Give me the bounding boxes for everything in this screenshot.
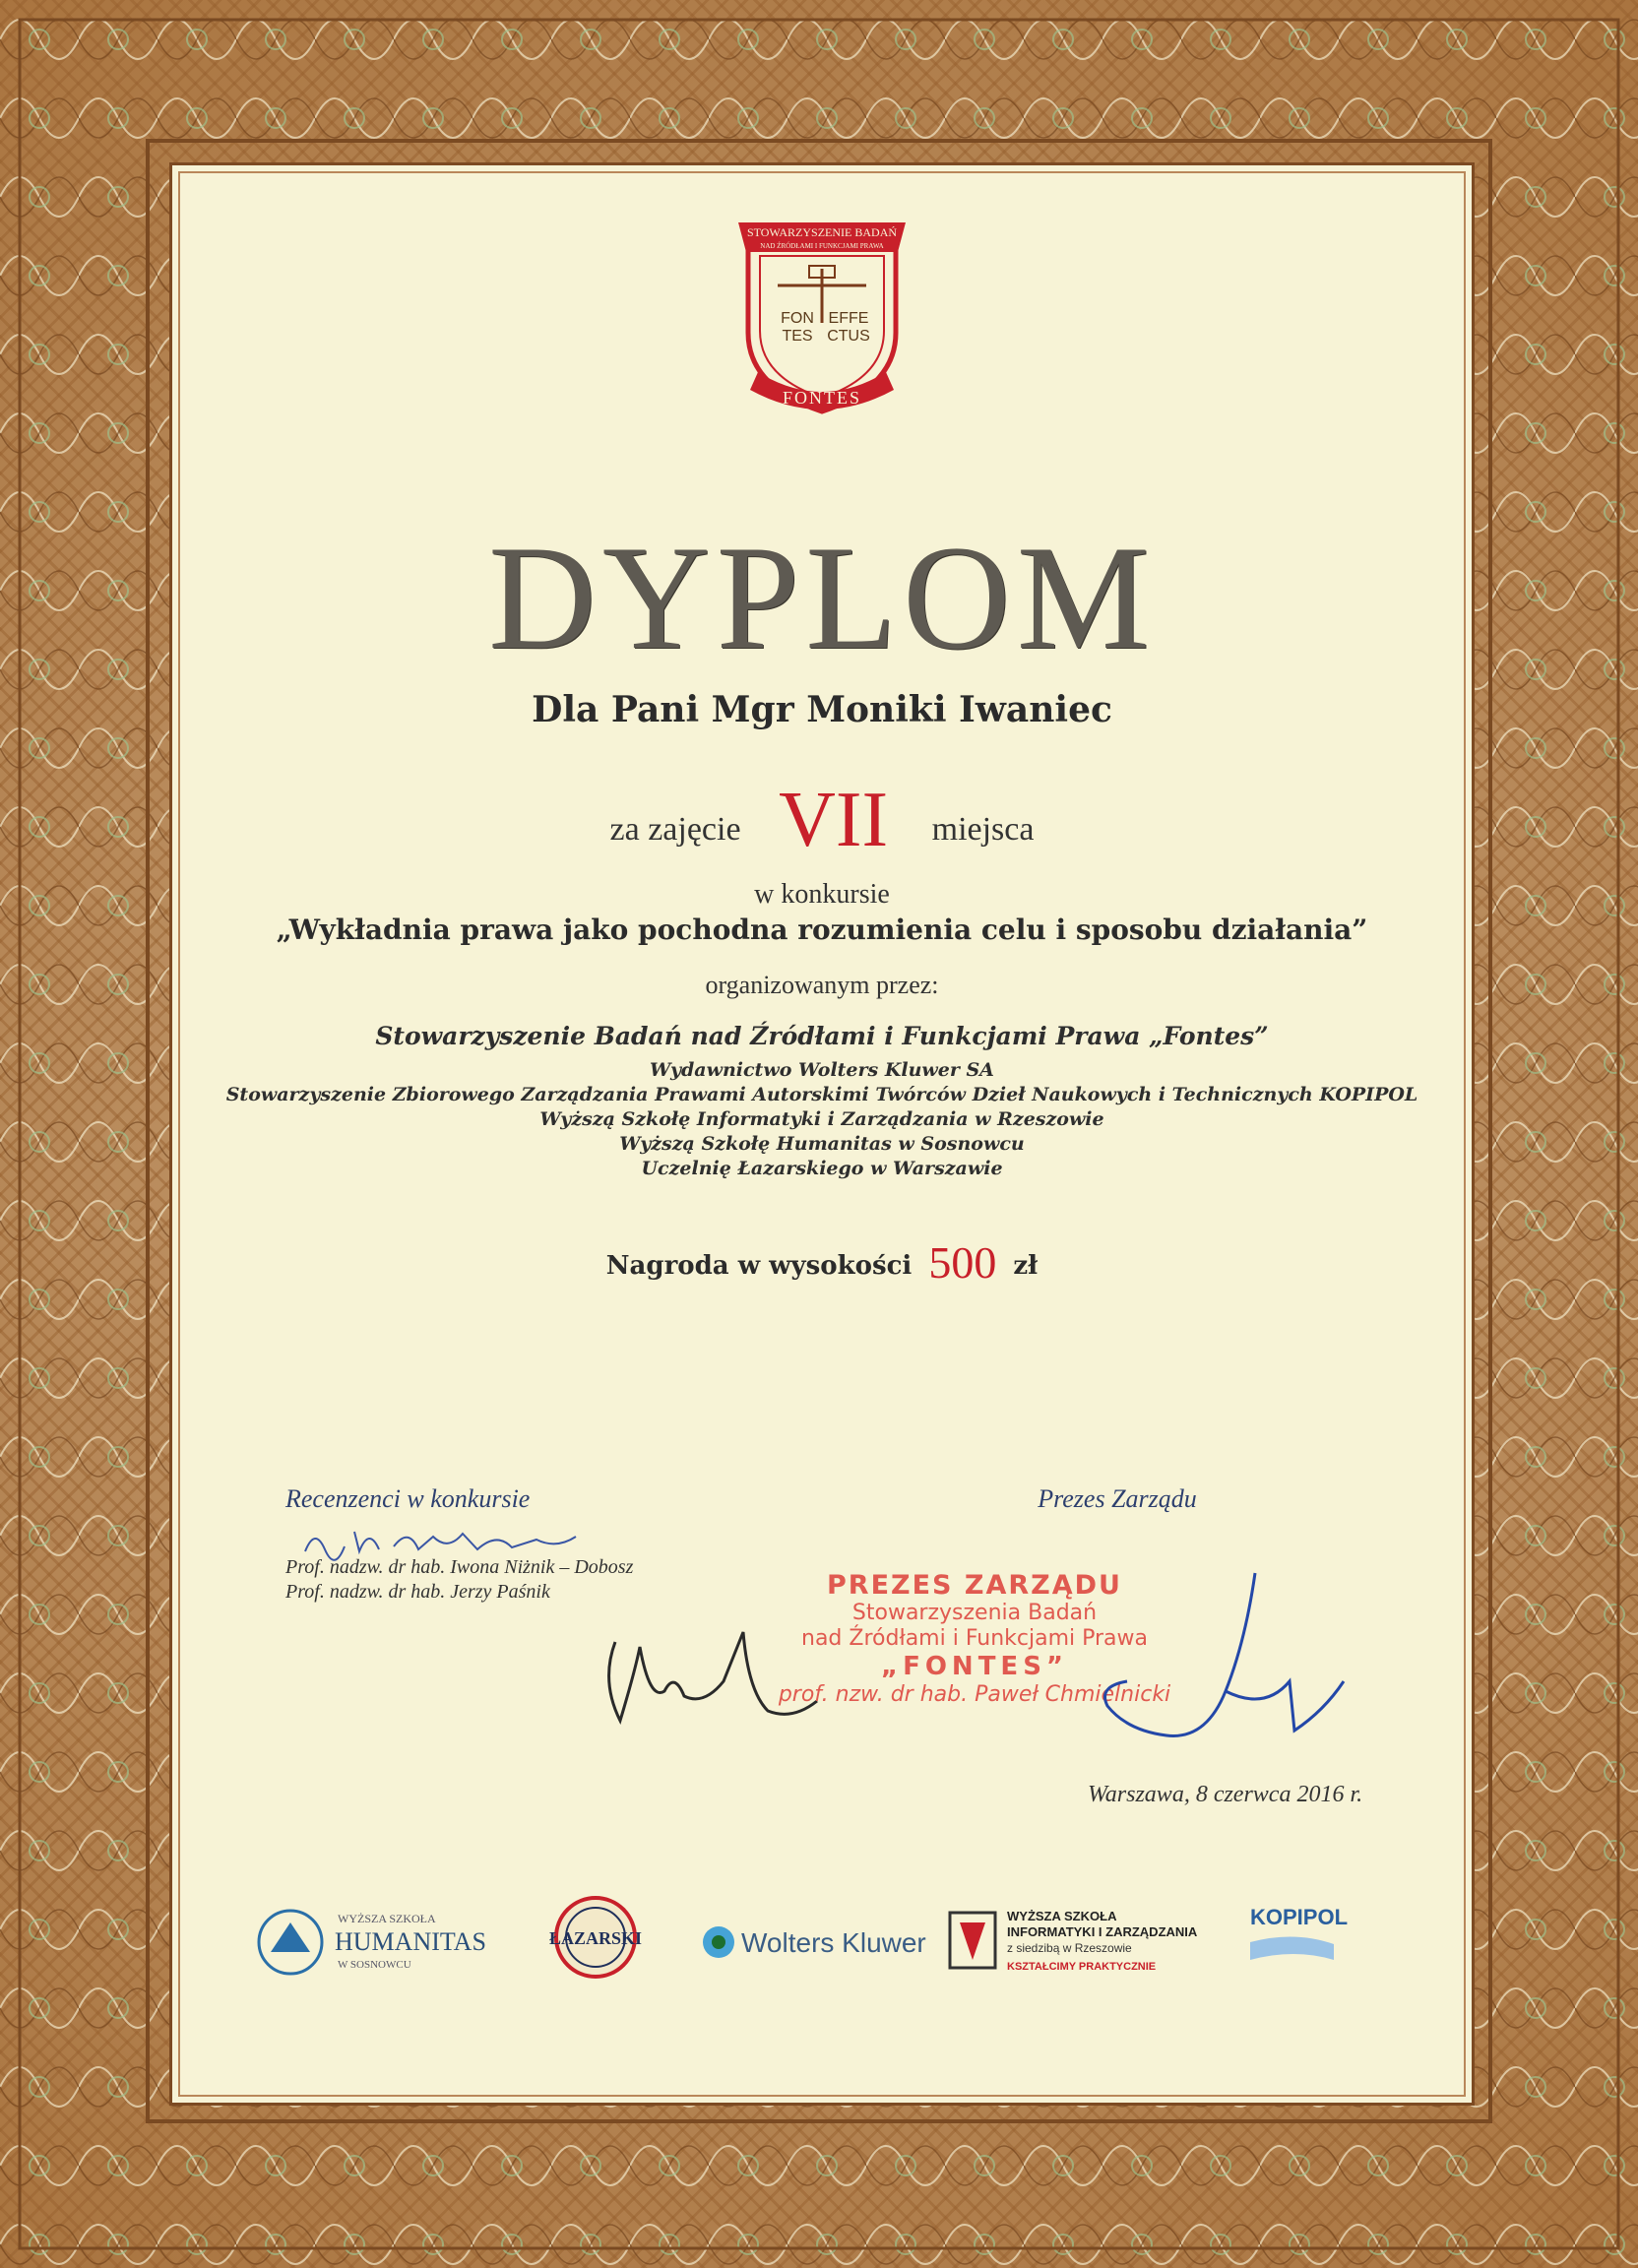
place-line bbox=[172, 776, 1472, 865]
seal-motto-left-1: FON bbox=[781, 310, 814, 327]
seal-motto-right-2: CTUS bbox=[827, 328, 870, 345]
wsiz-text-2: INFORMATYKI I ZARZĄDZANIA bbox=[1007, 1924, 1198, 1939]
president-signature bbox=[1019, 1563, 1432, 1760]
reviewer-name: Prof. nadzw. dr hab. Jerzy Paśnik bbox=[285, 1581, 550, 1603]
reviewer-name: Prof. nadzw. dr hab. Iwona Niżnik – Dobosz bbox=[285, 1556, 634, 1578]
humanitas-city-text: W SOSNOWCU bbox=[338, 1959, 411, 1971]
wsiz-text-4: KSZTAŁCIMY PRAKTYCZNIE bbox=[1007, 1961, 1157, 1973]
stamp-line: nad Źródłami i Funkcjami Prawa bbox=[801, 1626, 1148, 1651]
organizer-item: Stowarzyszenie Zbiorowego Zarządzania Prawami Autorskimi Twórców Dzieł Naukowych i Technicznych KOPIPOL bbox=[225, 1084, 1418, 1105]
organizer-item: Wydawnictwo Wolters Kluwer SA bbox=[650, 1059, 994, 1081]
organized-by-label: organizowanym przez: bbox=[705, 971, 939, 999]
kopipol-text: KOPIPOL bbox=[1250, 1905, 1349, 1929]
prize-line bbox=[172, 1236, 1472, 1289]
recipient-name: Dla Pani Mgr Moniki Iwaniec bbox=[532, 689, 1112, 730]
organizer-item: Wyższą Szkołę Informatyki i Zarządzania w Rzeszowie bbox=[539, 1108, 1104, 1130]
humanitas-small-text: WYŻSZA SZKOŁA bbox=[338, 1912, 436, 1925]
humanitas-text: HUMANITAS bbox=[335, 1927, 486, 1956]
diploma-body bbox=[169, 162, 1475, 2106]
organizer-item: Uczelnię Łazarskiego w Warszawie bbox=[641, 1158, 1003, 1179]
place-prefix: za zajęcie bbox=[609, 811, 741, 848]
president-heading: Prezes Zarządu bbox=[1038, 1484, 1197, 1513]
prize-prefix: Nagroda w wysokości bbox=[605, 1251, 913, 1281]
diploma-title: DYPLOM bbox=[488, 515, 1156, 680]
date-place: Warszawa, 8 czerwca 2016 r. bbox=[1088, 1782, 1363, 1807]
humanitas-logo bbox=[259, 1911, 486, 1974]
seal-ribbon-text: FONTES bbox=[782, 388, 862, 408]
lazarski-logo bbox=[549, 1898, 642, 1977]
reviewer-handwritten-signature bbox=[300, 1522, 605, 1561]
wsiz-text-1: WYŻSZA SZKOŁA bbox=[1007, 1909, 1117, 1923]
kopipol-logo bbox=[1250, 1905, 1348, 1960]
prize-currency: zł bbox=[1013, 1251, 1039, 1281]
lazarski-text: ŁAZARSKI bbox=[548, 1928, 643, 1948]
fontes-seal-icon bbox=[728, 215, 915, 421]
reviewers-heading: Recenzenci w konkursie bbox=[285, 1484, 531, 1513]
organizer-item: Wyższą Szkołę Humanitas w Sosnowcu bbox=[619, 1133, 1025, 1155]
stamp-line: PREZES ZARZĄDU bbox=[827, 1570, 1122, 1601]
organizer-item: Stowarzyszenie Badań nad Źródłami i Funkcjami Prawa „Fontes” bbox=[375, 1022, 1269, 1050]
place-numeral: VII bbox=[779, 777, 889, 863]
prize-amount: 500 bbox=[928, 1237, 997, 1288]
stamp-line: „FONTES” bbox=[880, 1652, 1069, 1681]
wolters-text: Wolters Kluwer bbox=[741, 1927, 926, 1958]
competition-title: „Wykładnia prawa jako pochodna rozumienia celu i sposobu działania” bbox=[276, 914, 1368, 946]
stamp-line: prof. nzw. dr hab. Paweł Chmielnicki bbox=[778, 1682, 1171, 1707]
wolters-kluwer-logo bbox=[703, 1926, 926, 1958]
seal-top-text: STOWARZYSZENIE BADAŃ bbox=[746, 225, 898, 239]
sponsor-logos bbox=[231, 1883, 1413, 2001]
stamp-line: Stowarzyszenia Badań bbox=[851, 1601, 1098, 1625]
place-suffix: miejsca bbox=[931, 811, 1035, 848]
seal-sub-text: NAD ŹRÓDŁAMI I FUNKCJAMI PRAWA bbox=[760, 242, 884, 250]
seal-motto-right-1: EFFE bbox=[828, 310, 869, 327]
seal-motto-left-2: TES bbox=[782, 328, 813, 345]
wsiz-text-3: z siedzibą w Rzeszowie bbox=[1007, 1941, 1132, 1955]
competition-label: w konkursie bbox=[754, 879, 890, 910]
wsiz-logo bbox=[950, 1909, 1198, 1973]
